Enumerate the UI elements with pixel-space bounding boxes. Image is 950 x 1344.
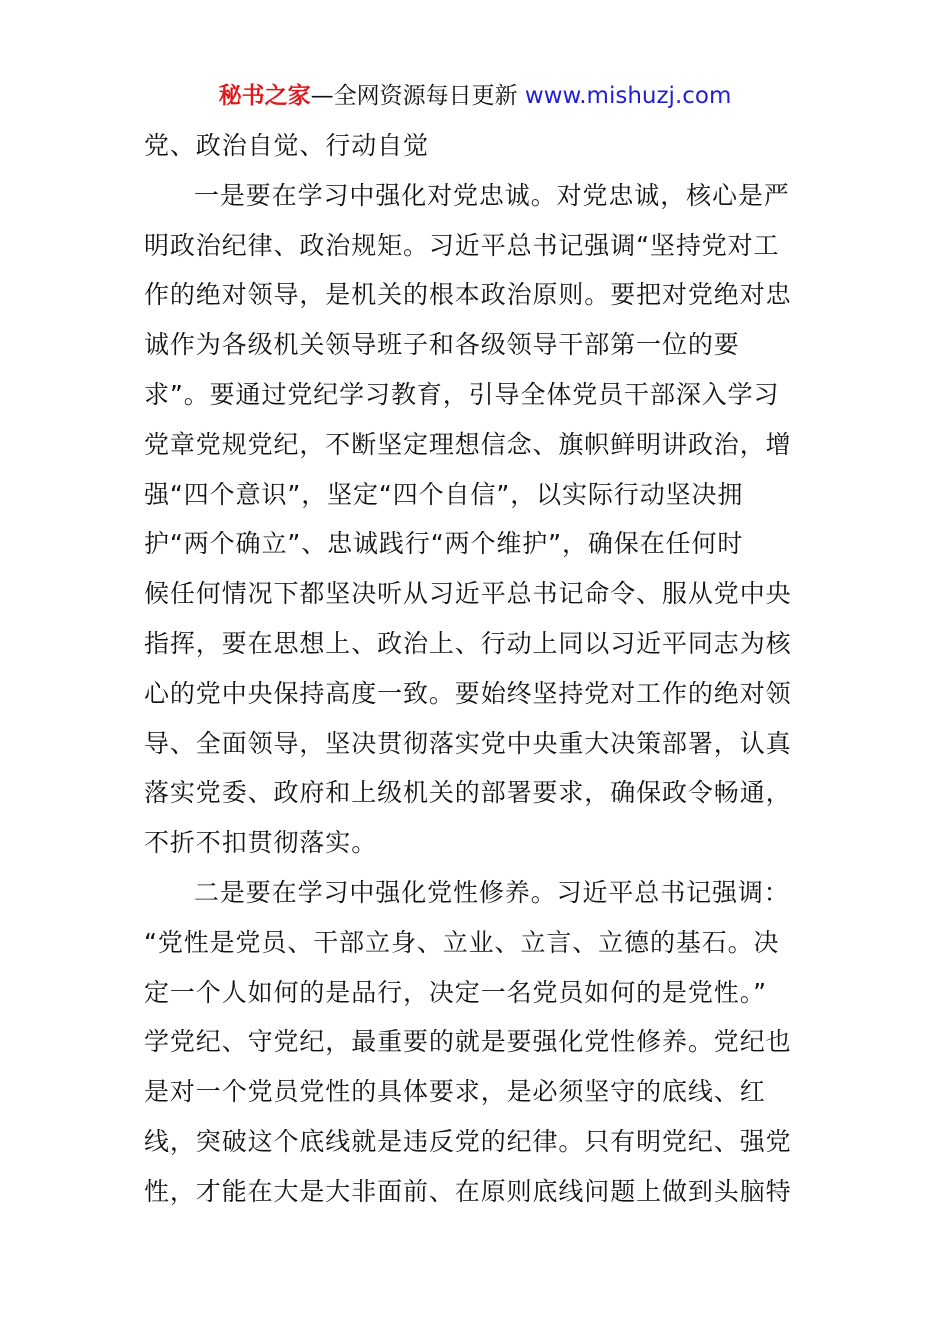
paragraph-first-line: 一是要在学习中强化对党忠诚。对党忠诚，核心是严 (194, 180, 790, 210)
text-line: 是对一个党员党性的具体要求，是必须坚守的底线、红 (144, 1077, 766, 1107)
site-tagline: —全网资源每日更新 (310, 83, 525, 109)
text-line: 诚作为各级机关领导班子和各级领导干部第一位的要 (144, 330, 740, 360)
site-brand: 秘书之家 (218, 83, 311, 109)
site-url[interactable]: www.mishuzj.com (524, 83, 732, 109)
text-line: 导、全面领导，坚决贯彻落实党中央重大决策部署，认真 (144, 728, 792, 758)
text-line: 求”。要通过党纪学习教育，引导全体党员干部深入学习 (144, 379, 780, 409)
text-line: 线，突破这个底线就是违反党的纪律。只有明党纪、强党 (144, 1126, 792, 1156)
site-header (0, 80, 950, 112)
text-line: 性，才能在大是大非面前、在原则底线问题上做到头脑特 (144, 1176, 792, 1206)
text-line: 落实党委、政府和上级机关的部署要求，确保政令畅通， (144, 778, 792, 808)
text-line: 明政治纪律、政治规矩。习近平总书记强调“坚持党对工 (144, 230, 780, 260)
text-line: “党性是党员、干部立身、立业、立言、立德的基石。决 (144, 927, 780, 957)
text-line: 护“两个确立”、忠诚践行“两个维护”，确保在任何时 (144, 529, 744, 559)
text-line: 作的绝对领导，是机关的根本政治原则。要把对党绝对忠 (144, 280, 792, 310)
text-line: 心的党中央保持高度一致。要始终坚持党对工作的绝对领 (144, 678, 792, 708)
text-line: 定一个人如何的是品行，决定一名党员如何的是党性。” (144, 977, 767, 1007)
text-line: 强“四个意识”，坚定“四个自信”，以实际行动坚决拥 (144, 479, 744, 509)
paragraph-first-line: 二是要在学习中强化党性修养。习近平总书记强调： (194, 877, 790, 907)
text-line: 候任何情况下都坚决听从习近平总书记命令、服从党中央 (144, 579, 792, 609)
text-line: 学党纪、守党纪，最重要的就是要强化党性修养。党纪也 (144, 1027, 792, 1057)
text-line: 不折不扣贯彻落实。 (144, 828, 378, 858)
text-line: 党章党规党纪，不断坚定理想信念、旗帜鲜明讲政治，增 (144, 429, 792, 459)
document-body (144, 126, 809, 1222)
text-line: 党、政治自觉、行动自觉 (144, 131, 429, 160)
text-line: 指挥，要在思想上、政治上、行动上同以习近平同志为核 (144, 628, 792, 658)
